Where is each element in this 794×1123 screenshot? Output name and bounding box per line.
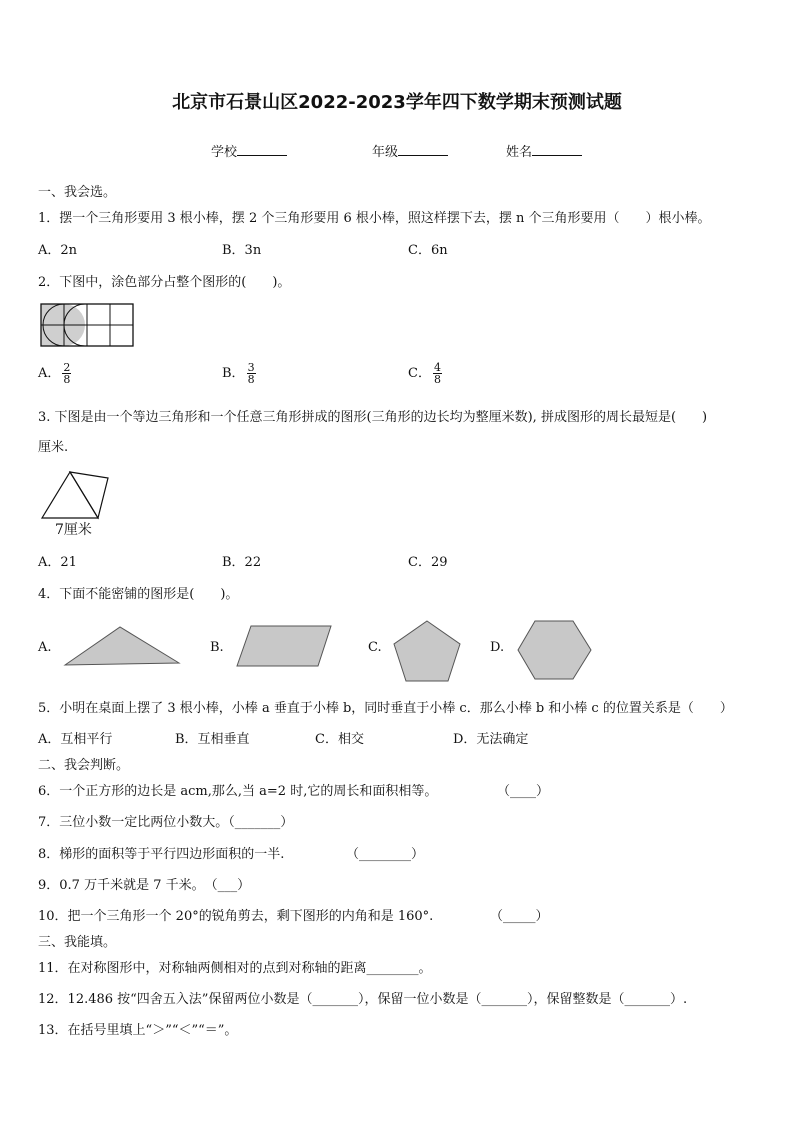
q4-shape-hexagon[interactable]	[517, 620, 593, 680]
question-3-text-line-2: 厘米.	[38, 440, 69, 455]
q4-option-a-label[interactable]: A.	[38, 640, 52, 655]
section-2-heading: 二、我会判断。	[38, 758, 130, 773]
school-blank[interactable]	[237, 142, 287, 156]
q3-triangle-figure	[40, 470, 112, 520]
q2-option-a[interactable]	[38, 362, 71, 385]
q4-option-d-label[interactable]: D.	[490, 640, 505, 655]
question-7-text: 7．三位小数一定比两位小数大。（_______）	[38, 815, 294, 830]
q2-option-b-letter: B．	[222, 366, 245, 381]
name-blank[interactable]	[532, 142, 582, 156]
q2-b-denominator: 8	[247, 373, 255, 386]
question-12-text: 12．12.486 按“四舍五入法”保留两位小数是（_______），保留一位小数是（_______），保留整数是（_______）.	[38, 992, 688, 1007]
q2-option-a-letter: A．	[38, 366, 61, 381]
question-11-text: 11．在对称图形中，对称轴两侧相对的点到对称轴的距离________。	[38, 961, 432, 976]
q4-shape-triangle[interactable]	[64, 626, 180, 666]
q2-option-c-fraction	[433, 362, 442, 385]
name-label: 姓名	[506, 145, 533, 160]
q4-option-c-label[interactable]: C.	[368, 640, 382, 655]
q2-c-numerator: 4	[433, 361, 441, 374]
q2-b-numerator: 3	[247, 361, 255, 374]
question-8-text: 8．梯形的面积等于平行四边形面积的一半.	[38, 847, 285, 862]
grade-blank[interactable]	[398, 142, 448, 156]
page-title: 北京市石景山区2022-2023学年四下数学期末预测试题	[172, 92, 622, 113]
question-13-text: 13．在括号里填上“＞”“＜”“＝”。	[38, 1023, 238, 1038]
q5-option-a[interactable]: A．互相平行	[38, 732, 113, 747]
q4-shape-pentagon[interactable]	[392, 620, 462, 682]
question-4-text: 4．下面不能密铺的图形是( )。	[38, 587, 239, 602]
q3-figure-label: 7厘米	[55, 522, 92, 538]
q1-option-c[interactable]: C．6n	[408, 243, 448, 258]
q10-answer-blank[interactable]: （_____）	[490, 909, 549, 924]
q6-answer-blank[interactable]: （____）	[497, 784, 550, 799]
q2-a-numerator: 2	[63, 361, 71, 374]
q2-option-c[interactable]	[408, 362, 442, 385]
q8-answer-blank[interactable]: （________）	[346, 847, 425, 862]
q2-option-a-fraction	[62, 362, 71, 385]
grade-label: 年级	[372, 145, 399, 160]
q3-option-a[interactable]: A．21	[38, 555, 77, 570]
q2-option-c-letter: C．	[408, 366, 431, 381]
q4-option-b-label[interactable]: B.	[210, 640, 224, 655]
q5-option-c[interactable]: C．相交	[315, 732, 364, 747]
q2-option-b[interactable]	[222, 362, 256, 385]
question-9-text: 9．0.7 万千米就是 7 千米。 （___）	[38, 878, 251, 893]
school-label: 学校	[211, 145, 238, 160]
q4-shape-parallelogram[interactable]	[236, 625, 332, 667]
section-1-heading: 一、我会选。	[38, 185, 117, 200]
question-5-text: 5．小明在桌面上摆了 3 根小棒，小棒 a 垂直于小棒 b，同时垂直于小棒 c．那么小棒 b 和小棒 c 的位置关系是（ ）	[38, 701, 733, 716]
section-3-heading: 三、我能填。	[38, 935, 117, 950]
q2-grid-figure	[40, 303, 134, 347]
grade-field[interactable]	[372, 141, 448, 160]
question-2-text: 2．下图中，涂色部分占整个图形的( )。	[38, 275, 291, 290]
q3-option-c[interactable]: C．29	[408, 555, 448, 570]
school-field[interactable]	[211, 141, 287, 160]
question-1-text: 1．摆一个三角形要用 3 根小棒，摆 2 个三角形要用 6 根小棒，照这样摆下去，摆 n 个三角形要用（ ）根小棒。	[38, 211, 711, 226]
q3-option-b[interactable]: B．22	[222, 555, 262, 570]
question-10-text: 10．把一个三角形一个 20°的锐角剪去，剩下图形的内角和是 160°.	[38, 909, 434, 924]
q5-option-d[interactable]: D．无法确定	[453, 732, 529, 747]
q1-option-b[interactable]: B．3n	[222, 243, 262, 258]
question-6-text: 6．一个正方形的边长是 acm,那么,当 a=2 时,它的周长和面积相等。	[38, 784, 438, 799]
q2-a-denominator: 8	[63, 373, 71, 386]
name-field[interactable]	[506, 141, 582, 160]
question-3-text-line-1: 3. 下图是由一个等边三角形和一个任意三角形拼成的图形(三角形的边长均为整厘米数), 拼成图形的周长最短是( )	[38, 410, 708, 425]
q1-option-a[interactable]: A．2n	[38, 243, 78, 258]
q5-option-b[interactable]: B．互相垂直	[175, 732, 250, 747]
q2-option-b-fraction	[247, 362, 256, 385]
q2-c-denominator: 8	[433, 373, 441, 386]
